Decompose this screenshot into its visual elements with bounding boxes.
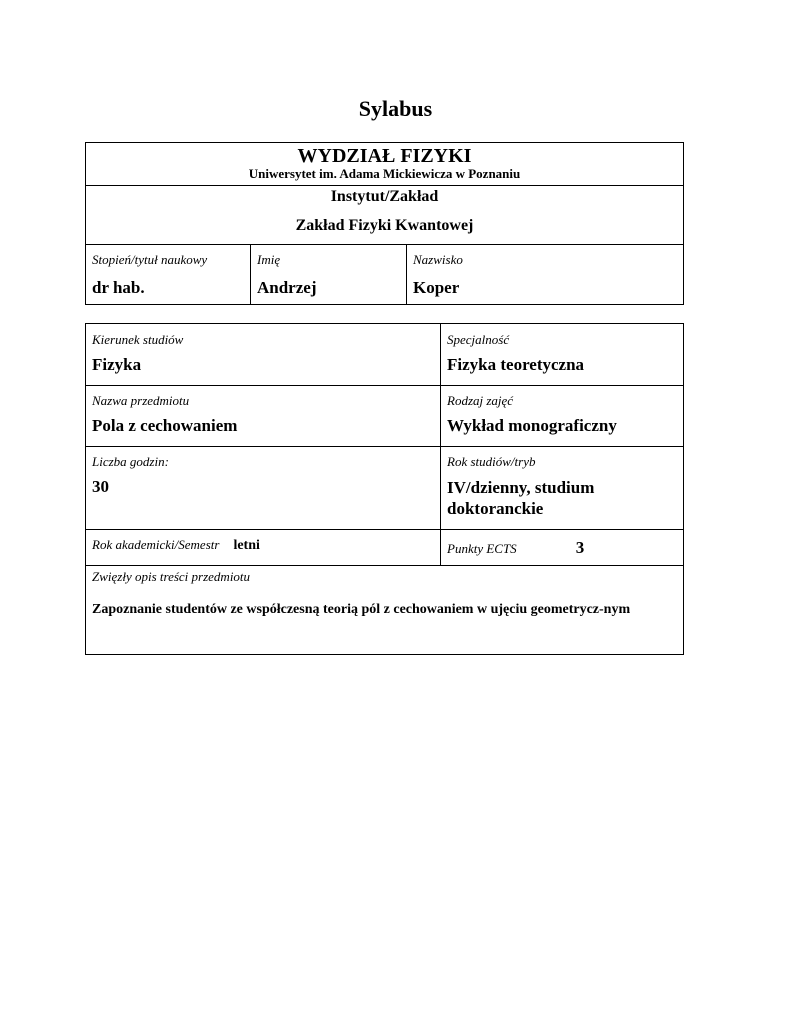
hours-cell: [86, 447, 441, 530]
institute-cell: [86, 186, 684, 245]
degree-cell: [86, 245, 251, 305]
specialty-value: Fizyka teoretyczna: [447, 355, 585, 374]
class-type-value: Wykład monograficzny: [447, 416, 617, 435]
field-of-study-cell: [86, 324, 441, 386]
last-name-cell: [407, 245, 684, 305]
page-title: Sylabus: [358, 96, 433, 121]
institute-value: Zakład Fizyki Kwantowej: [295, 217, 474, 234]
year-mode-label: Rok studiów/tryb: [447, 454, 536, 469]
specialty-label: Specjalność: [447, 332, 510, 347]
last-name-label: Nazwisko: [413, 252, 463, 267]
description-label: Zwięzły opis treści przedmiotu: [92, 569, 251, 584]
faculty-header-table: [85, 142, 684, 305]
year-mode-value: IV/dzienny, studium doktoranckie: [447, 478, 595, 518]
ects-value: 3: [575, 538, 585, 557]
ects-label: Punkty ECTS: [447, 541, 517, 556]
description-cell: [86, 566, 684, 655]
semester-label: Rok akademicki/Semestr: [92, 537, 220, 552]
description-value: Zapoznanie studentów ze współczesną teorią pól z cechowaniem w ujęciu geometrycz-nym: [92, 602, 631, 617]
class-type-label: Rodzaj zajęć: [447, 393, 514, 408]
university-name: Uniwersytet im. Adama Mickiewicza w Poznaniu: [248, 166, 521, 181]
subject-value: Pola z cechowaniem: [92, 416, 238, 435]
ects-cell: [441, 530, 684, 566]
field-of-study-label: Kierunek studiów: [92, 332, 184, 347]
ects-line: [447, 538, 677, 558]
class-type-cell: [441, 386, 684, 447]
degree-label: Stopień/tytuł naukowy: [92, 252, 208, 267]
field-of-study-value: Fizyka: [92, 355, 142, 374]
hours-label: Liczba godzin:: [92, 454, 169, 469]
subject-cell: [86, 386, 441, 447]
institute-label: Instytut/Zakład: [330, 188, 439, 205]
specialty-cell: [441, 324, 684, 386]
year-mode-cell: [441, 447, 684, 530]
faculty-cell: [86, 143, 684, 186]
course-details-table: [85, 323, 684, 655]
hours-value: 30: [92, 477, 109, 496]
subject-label: Nazwa przedmiotu: [92, 393, 190, 408]
first-name-value: Andrzej: [257, 278, 317, 297]
semester-line: [92, 536, 434, 554]
faculty-name: WYDZIAŁ FIZYKI: [297, 145, 472, 167]
last-name-value: Koper: [413, 278, 460, 297]
degree-value: dr hab.: [92, 278, 145, 297]
first-name-label: Imię: [257, 252, 281, 267]
first-name-cell: [251, 245, 407, 305]
semester-value: letni: [233, 538, 260, 553]
semester-cell: [86, 530, 441, 566]
